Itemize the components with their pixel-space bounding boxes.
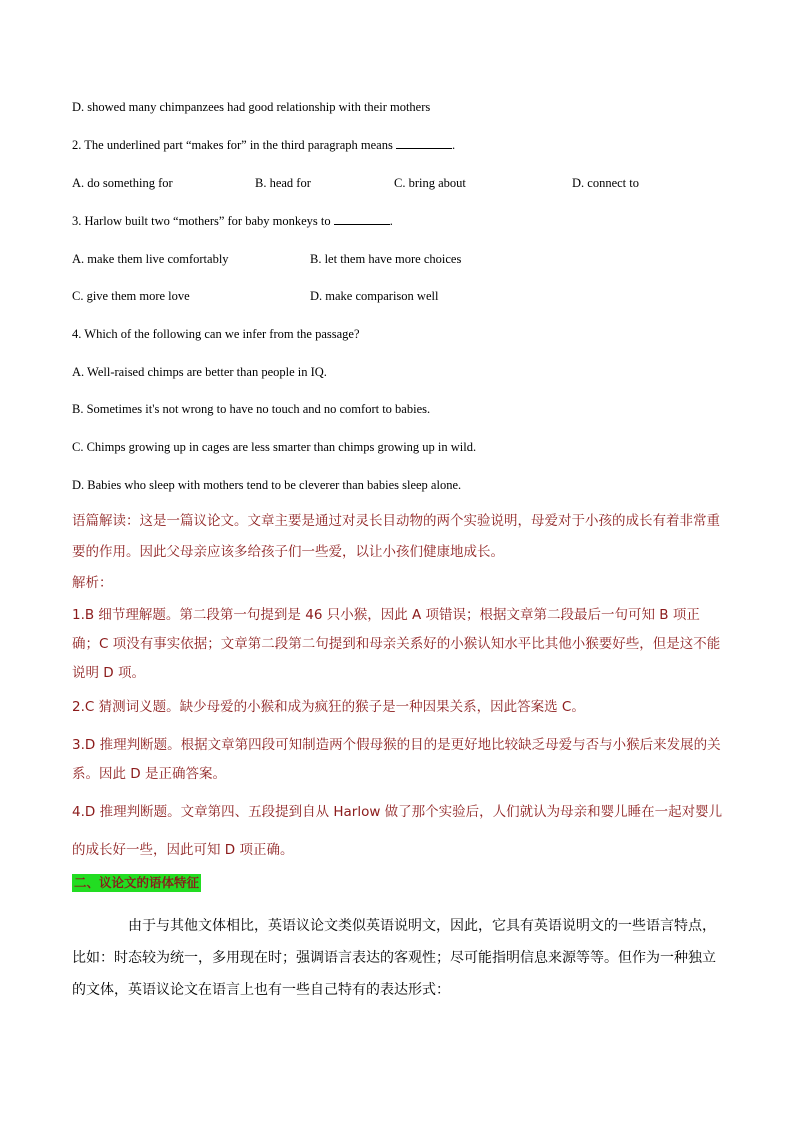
q3-option-b: B. let them have more choices xyxy=(310,252,462,266)
q4-option-b: B. Sometimes it's not wrong to have no touch and no comfort to babies. xyxy=(72,402,431,416)
q2-stem xyxy=(72,137,455,153)
analysis-answer-3: 3.D 推理判断题。根据文章第四段可知制造两个假母猴的目的是更好地比较缺乏母爱与否与小猴后来发展的关系。因此 D 是正确答案。 xyxy=(72,737,721,782)
q3-stem xyxy=(72,213,393,229)
analysis-heading: 解析： xyxy=(72,575,113,591)
q3-option-a: A. make them live comfortably xyxy=(72,252,229,266)
section-heading: 二、议论文的语体特征 xyxy=(74,875,200,890)
analysis-answer-2: 2.C 猜测词义题。缺少母爱的小猴和成为疯狂的猴子是一种因果关系，因此答案选 C。 xyxy=(72,699,585,715)
analysis-answer-4: 4.D 推理判断题。文章第四、五段提到自从 Harlow 做了那个实验后，人们就认为母亲和婴儿睡在一起对婴儿的成长好一些，因此可知 D 项正确。 xyxy=(72,804,723,858)
q2-option-d: D. connect to xyxy=(572,176,639,190)
q2-stem-end: . xyxy=(451,138,456,152)
q2-option-b: B. head for xyxy=(255,176,311,190)
q1-option-d: D. showed many chimpanzees had good relationship with their mothers xyxy=(72,100,431,114)
analysis-overview: 语篇解读：这是一篇议论文。文章主要是通过对灵长目动物的两个实验说明，母爱对于小孩的成长有着非常重要的作用。因此父母亲应该多给孩子们一些爱，以让小孩们健康地成长。 xyxy=(72,513,720,560)
q4-option-c: C. Chimps growing up in cages are less smarter than chimps growing up in wild. xyxy=(72,440,477,454)
q4-option-d: D. Babies who sleep with mothers tend to be cleverer than babies sleep alone. xyxy=(72,478,462,492)
q3-blank xyxy=(334,213,390,225)
q4-option-a: A. Well-raised chimps are better than people in IQ. xyxy=(72,365,327,379)
q3-stem-end: . xyxy=(389,214,393,228)
analysis-answer-1: 1.B 细节理解题。第二段第一句提到是 46 只小猴，因此 A 项错误；根据文章第二段最后一句可知 B 项正确；C 项没有事实依据；文章第二段第二句提到和母亲关系好的小猴认知水平比其他小猴要好些，但是这不能说明 D 项。 xyxy=(72,607,721,681)
q3-option-c: C. give them more love xyxy=(72,289,190,303)
q4-stem: 4. Which of the following can we infer from the passage? xyxy=(72,327,360,341)
q3-stem-text: 3. Harlow built two “mothers” for baby monkeys to xyxy=(72,214,331,228)
section-body: 由于与其他文体相比，英语议论文类似英语说明文，因此，它具有英语说明文的一些语言特点，比如：时态较为统一，多用现在时；强调语言表达的客观性；尽可能指明信息来源等等。但作为一种独立的文体，英语议论文在语言上也有一些自己特有的表达形式： xyxy=(72,918,716,998)
q2-blank xyxy=(396,137,452,149)
q2-option-c: C. bring about xyxy=(394,176,466,190)
q2-stem-text: 2. The underlined part “makes for” in the third paragraph means xyxy=(72,138,393,152)
q3-option-d: D. make comparison well xyxy=(310,289,439,303)
q2-option-a: A. do something for xyxy=(72,176,173,190)
